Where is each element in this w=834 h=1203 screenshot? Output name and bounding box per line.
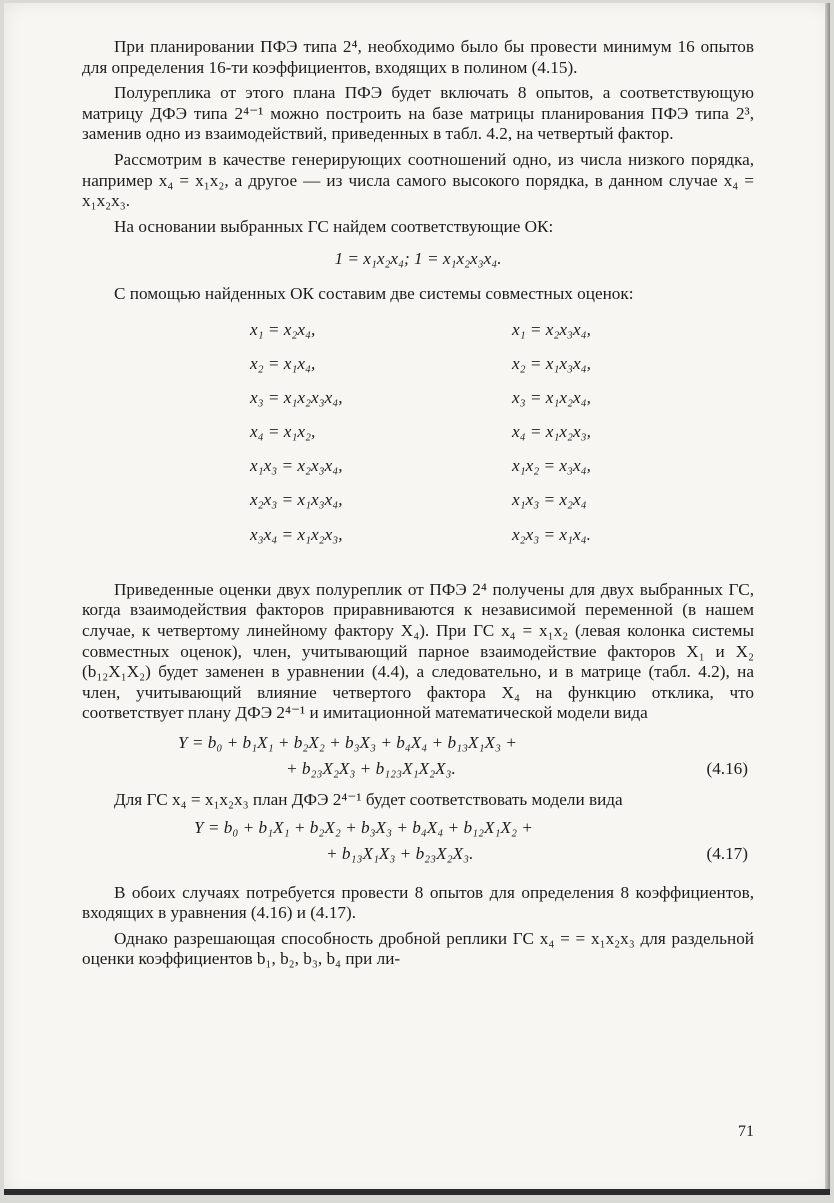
system-right-row: x₂ = x₁x₃x₄,	[512, 353, 591, 373]
system-left-row: x₂x₃ = x₁x₃x₄,	[250, 490, 343, 510]
paragraph-half-replica: Полуреплика от этого плана ПФЭ будет включать 8 опытов, а соответствующую матрицу ДФЭ типа 2⁴⁻¹ можно построить на базе матрицы планирования ПФЭ типа 2³, заменив одно из взаимодействий, приведенных в табл. 4.2, на четвертый фактор.	[82, 83, 754, 144]
equation-4-17-expr-2: + b₁₃X₁X₃ + b₂₃X₂X₃.	[326, 843, 474, 863]
paragraph-both-cases: В обоих случаях потребуется провести 8 опытов для определения 8 коэффициентов, входящих в уравнения (4.16) и (4.17).	[82, 882, 754, 923]
page-edge-shadow	[825, 3, 830, 1195]
system-left-row: x₁ = x₂x₄,	[250, 319, 316, 339]
paragraph-generating-relations: Рассмотрим в качестве генерирующих соотношений одно, из числа низкого порядка, например x₄ = x₁x₂, а другое — из числа самого высокого порядка, в данном случае x₄ = x₁x₂x₃.	[82, 149, 754, 211]
system-left-row: x₄ = x₁x₂,	[250, 422, 316, 442]
equation-4-16-expr-1: Y = b₀ + b₁X₁ + b₂X₂ + b₃X₃ + b₄X₄ + b₁₃X₁X₃ +	[178, 733, 517, 752]
paragraph-pfe-16-experiments: При планировании ПФЭ типа 2⁴, необходимо было бы провести минимум 16 опытов для определения 16-ти коэффициентов, входящих в полином (4.15).	[82, 37, 754, 77]
equation-number-4-17: (4.17)	[706, 843, 748, 863]
scan-bottom-border	[4, 1189, 830, 1195]
system-left-row: x₃x₄ = x₁x₂x₃,	[250, 524, 343, 544]
system-right-row: x₄ = x₁x₂x₃,	[512, 422, 591, 442]
paragraph-estimates-explanation: Приведенные оценки двух полуреплик от ПФЭ 2⁴ получены для двух выбранных ГС, когда взаимодействия факторов приравниваются к независимой переменной (в нашем случае, к четвертому линейному фактору X₄). При ГС x₄ = x₁x₂ (левая колонка системы совместных оценок), член, учитывающий парное взаимодействие факторов X₁ и X₂ (b₁₂X₁X₂) будет заменен в уравнении (4.4), а следовательно, и в матрице (табл. 4.2), на член, учитывающий влияние четвертого фактора X₄ на функцию отклика, что соответствует плану ДФЭ 2⁴⁻¹ и имитационной математической модели вида	[82, 579, 754, 723]
paragraph-systems-intro: С помощью найденных ОК составим две системы совместных оценок:	[114, 283, 634, 303]
system-right-row: x₂x₃ = x₁x₄.	[512, 524, 591, 544]
system-right-row: x₁x₃ = x₂x₄	[512, 490, 587, 510]
equation-4-16-expr-2: + b₂₃X₂X₃ + b₁₂₃X₁X₂X₃.	[286, 759, 456, 778]
system-left-row: x₃ = x₁x₂x₃x₄,	[250, 387, 343, 407]
equation-4-16-line1	[82, 730, 754, 756]
equation-4-17-line2	[82, 841, 754, 867]
paragraph-gs-model: Для ГС x₄ = x₁x₂x₃ план ДФЭ 2⁴⁻¹ будет соответствовать модели вида	[114, 790, 623, 809]
system-left-row: x₂ = x₁x₄,	[250, 353, 316, 373]
system-left-row: x₁x₃ = x₂x₃x₄,	[250, 456, 343, 476]
system-right-row: x₁x₂ = x₃x₄,	[512, 456, 591, 476]
equation-number-4-16: (4.16)	[706, 759, 748, 778]
joint-estimates-systems	[250, 313, 754, 552]
equation-4-16-line2	[82, 756, 754, 782]
paragraph-find-ok: На основании выбранных ГС найдем соответствующие ОК:	[114, 216, 554, 236]
paragraph-resolution: Однако разрешающая способность дробной реплики ГС x₄ = = x₁x₂x₃ для раздельной оценки коэффициентов b₁, b₂, b₃, b₄ при ли-	[82, 928, 754, 969]
equation-4-17-line1	[82, 815, 754, 841]
system-right-row: x₃ = x₁x₂x₄,	[512, 387, 591, 407]
equation-4-17-expr-1: Y = b₀ + b₁X₁ + b₂X₂ + b₃X₃ + b₄X₄ + b₁₂X₁X₂ +	[194, 817, 533, 837]
ok-equation: 1 = x₁x₂x₄; 1 = x₁x₂x₃x₄.	[334, 249, 502, 269]
book-page	[4, 3, 830, 1195]
page-number: 71	[738, 1123, 754, 1140]
page-body	[82, 37, 754, 970]
system-right-row: x₁ = x₂x₃x₄,	[512, 319, 591, 339]
